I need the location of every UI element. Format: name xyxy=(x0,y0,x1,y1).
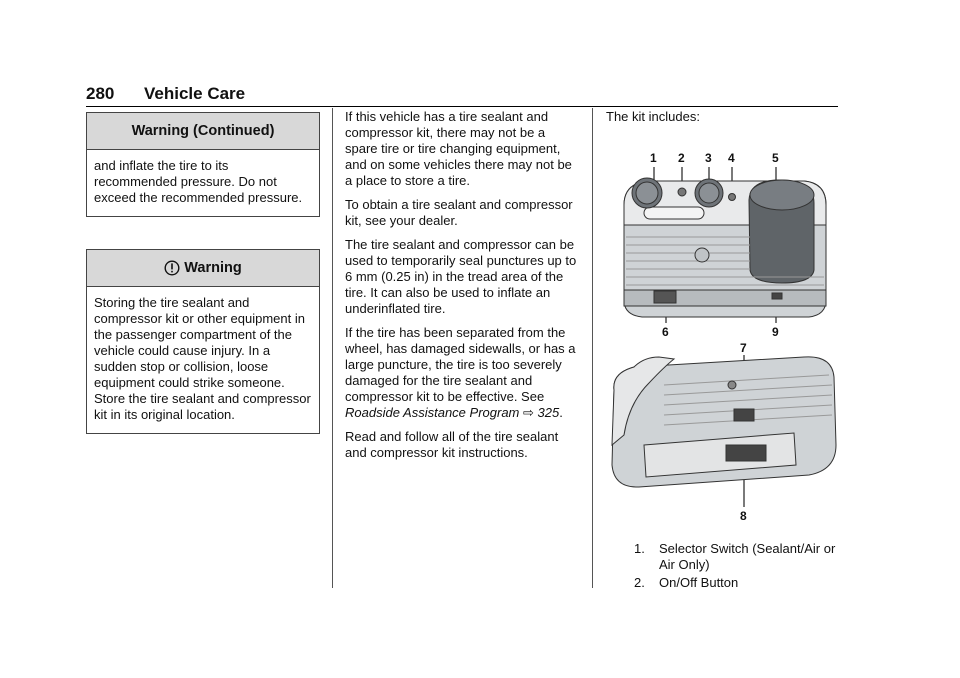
page-header xyxy=(86,80,838,107)
page-number: 280 xyxy=(86,84,115,103)
column-divider-2 xyxy=(592,108,593,588)
warning-continued-text: and inflate the tire to its recommended pressure. Do not exceed the recommended pressure. xyxy=(94,158,303,205)
callout-1: 1 xyxy=(650,151,657,165)
list-item-number: 1. xyxy=(634,541,645,556)
list-item-number: 2. xyxy=(634,575,645,590)
kit-intro: The kit includes: xyxy=(606,109,700,124)
warning-box xyxy=(86,249,320,434)
paragraph-text: If the tire has been separated from the wheel, has damaged sidewalls, or has a large puncture, the tire is too severely damaged for the tire sealant and compressor kit to be effective. See xyxy=(345,325,576,404)
roadside-assistance-link[interactable]: Roadside Assistance Program xyxy=(345,405,520,420)
warning-continued-title: Warning (Continued) xyxy=(87,113,319,150)
column-divider-1 xyxy=(332,108,333,588)
paragraph: To obtain a tire sealant and compressor kit, see your dealer. xyxy=(345,197,573,228)
warning-title-row xyxy=(87,250,319,287)
list-item-text: On/Off Button xyxy=(659,575,739,590)
page-ref-arrow-icon: ⇨ xyxy=(523,405,534,420)
callout-7: 7 xyxy=(740,341,747,355)
callout-4: 4 xyxy=(728,151,735,165)
callout-3: 3 xyxy=(705,151,712,165)
callout-5: 5 xyxy=(772,151,779,165)
list-item-text: Selector Switch (Sealant/Air or Air Only) xyxy=(659,541,836,572)
callout-8: 8 xyxy=(740,509,747,523)
list-item xyxy=(634,541,844,573)
paragraph-with-reference xyxy=(345,325,577,421)
warning-continued-box xyxy=(86,112,320,217)
warning-text: Storing the tire sealant and compressor kit or other equipment in the passenger compartment of the vehicle could cause injury. In a sudden stop or collision, loose equipment could strike someone. Store the tire sealant and compressor kit in its original location. xyxy=(94,295,311,422)
middle-column xyxy=(345,109,577,469)
compressor-kit-illustration xyxy=(604,145,844,525)
section-title: Vehicle Care xyxy=(144,84,246,103)
warning-title: Warning xyxy=(184,260,242,276)
kit-component-list xyxy=(634,541,844,591)
callout-9: 9 xyxy=(772,325,779,339)
paragraph: The tire sealant and compressor can be used to temporarily seal punctures up to 6 mm (0.25 in) in the tread area of the tire. It can also be used to inflate an underinflated tire. xyxy=(345,237,577,316)
paragraph: Read and follow all of the tire sealant and compressor kit instructions. xyxy=(345,429,559,460)
list-item xyxy=(634,575,844,591)
paragraph: If this vehicle has a tire sealant and compressor kit, there may not be a spare tire or tire changing equipment, and on some vehicles there may not be a place to store a tire. xyxy=(345,109,572,188)
page-ref-number[interactable]: 325 xyxy=(537,405,560,420)
compressor-kit-drawing xyxy=(604,145,844,525)
callout-6: 6 xyxy=(662,325,669,339)
warning-symbol-icon xyxy=(164,260,180,276)
paragraph-end: . xyxy=(559,405,563,420)
callout-2: 2 xyxy=(678,151,685,165)
